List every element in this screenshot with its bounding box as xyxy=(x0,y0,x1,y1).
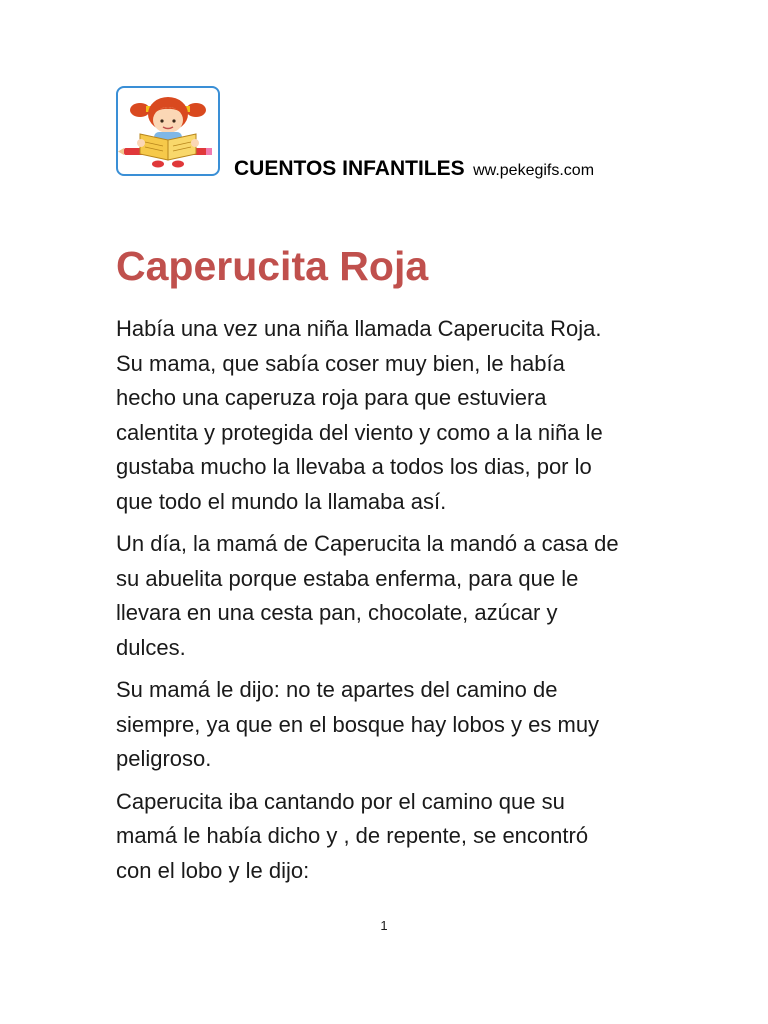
header-line xyxy=(234,154,594,186)
text-line: Su mamá le dijo: no te apartes del camino de xyxy=(116,677,558,702)
brand-name: CUENTOS INFANTILES xyxy=(234,157,465,180)
text-line: que todo el mundo la llamaba así. xyxy=(116,488,447,514)
text-line: Había una vez una niña llamada Caperucita Roja. xyxy=(116,316,602,341)
text-line: su abuelita porque estaba enferma, para que le xyxy=(116,565,579,591)
text-line: con el lobo y le dijo: xyxy=(116,857,310,883)
paragraph xyxy=(116,673,676,777)
story-title: Caperucita Roja xyxy=(116,243,429,289)
girl-reading-book-icon xyxy=(116,86,220,176)
text-line: Un día, la mamá de Caperucita la mandó a casa de xyxy=(116,531,619,556)
text-line: gustaba mucho la llevaba a todos los dias, por lo xyxy=(116,454,592,479)
text-line: dulces. xyxy=(116,634,186,660)
paragraph xyxy=(116,312,676,519)
story-body xyxy=(116,312,676,896)
text-line: peligroso. xyxy=(116,746,212,771)
paragraph xyxy=(116,785,676,889)
paragraph xyxy=(116,527,676,665)
text-line: Su mama, que sabía coser muy bien, le había xyxy=(116,350,565,376)
text-line: calentita y protegida del viento y como a la niña le xyxy=(116,419,603,445)
text-line: hecho una caperuza roja para que estuviera xyxy=(116,385,547,410)
text-line: llevara en una cesta pan, chocolate, azúcar y xyxy=(116,600,558,625)
text-line: Caperucita iba cantando por el camino que su xyxy=(116,788,565,814)
page-number: 1 xyxy=(380,918,388,933)
text-line: mamá le había dicho y , de repente, se encontró xyxy=(116,823,589,848)
site-url: ww.pekegifs.com xyxy=(473,162,595,179)
text-line: siempre, ya que en el bosque hay lobos y es muy xyxy=(116,711,600,737)
